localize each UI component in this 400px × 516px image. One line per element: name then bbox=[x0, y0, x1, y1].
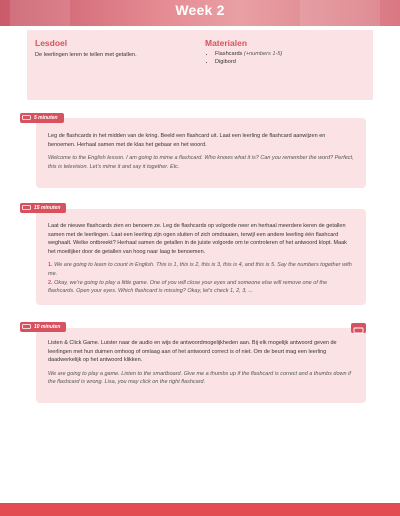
footer-bar bbox=[0, 503, 400, 516]
materialen-heading: Materialen bbox=[205, 38, 248, 48]
duration-tag bbox=[20, 203, 66, 213]
activity-card-3 bbox=[36, 328, 366, 403]
header-banner bbox=[0, 0, 400, 26]
activity-card-1 bbox=[36, 118, 366, 188]
lesdoel-heading: Lesdoel bbox=[35, 38, 68, 48]
smartboard-icon bbox=[351, 323, 366, 333]
activity-instruction: Listen & Click Game. Luister naar de audio en wijs de antwoordmogelijkheden aan. Bij elk mogelijk antwoord geven de leerlingen met hun duimen omhoog of omlaag aan of het antwoord correct is of niet. Om de beurt mag een leerling daadwerkelijk op het antwoord klikken. bbox=[48, 340, 337, 364]
list-item: • Flashcards (+numbers 1-5) bbox=[215, 51, 282, 57]
activity-card-2 bbox=[36, 209, 366, 305]
page-title: Week 2 bbox=[175, 2, 225, 18]
speech-bubble-icon bbox=[22, 205, 31, 211]
duration-tag bbox=[20, 322, 66, 332]
speech-bubble-icon bbox=[22, 324, 31, 330]
activity-instruction: Laat de nieuwe flashcards zien en benoem ze. Leg de flashcards op volgorde neer en herhaal meerdere keren de getallen samen met de leerlingen. Laat een leerling zijn ogen sluiten of zich omdraaien, terwijl een andere leerling één flashcard weghaalt. Welke ontbreekt? Herhaal samen de getallen in de juiste volgorde om te controleren of het antwoord klopt. Maak het moeilijker door de getallen van hoog naar laag te benoemen. bbox=[48, 223, 347, 255]
goal-section bbox=[27, 30, 373, 100]
duration-label: 5 minuten bbox=[34, 115, 58, 121]
materialen-column bbox=[205, 38, 282, 67]
activity-instruction: Leg de flashcards in het midden van de kring. Beeld een flashcard uit. Laat een leerling de flashcard aanwijzen en benoemen. Herhaal samen met de klas het gebaar en het woord. bbox=[48, 133, 326, 148]
lesdoel-text: De leerlingen leren te tellen met getallen. bbox=[35, 52, 137, 58]
speech-bubble-icon bbox=[22, 115, 31, 121]
activity-script: We are going to play a game. Listen to the smartboard. Give me a thumbs up if the flashcard is correct and a thumbs down if the flashcard is wrong. Lisa, you may click on the right flashcard. bbox=[48, 370, 351, 386]
numbered-item: 2. Okay, we’re going to play a little game. One of you will close your eyes and someone else will remove one of the flashcards. Open your eyes. Which flashcard is missing? Okay, let’s check 1, 2, 3, ... bbox=[48, 279, 328, 295]
lesdoel-column bbox=[35, 38, 137, 58]
activity-body bbox=[48, 339, 354, 392]
materialen-list bbox=[205, 51, 282, 65]
smartboard-glyph bbox=[351, 326, 366, 336]
duration-label: 10 minuten bbox=[34, 324, 61, 330]
duration-tag bbox=[20, 113, 64, 123]
activity-body bbox=[48, 222, 354, 301]
activity-script: Welcome to the English lesson. I am going to mime a flashcard. Who knows what it is? Can you remember the word? Perfect, this is television. Let’s mime it and say it together. Etc. bbox=[48, 155, 354, 170]
duration-label: 15 minuten bbox=[34, 205, 61, 211]
list-item: • Digibord bbox=[215, 59, 282, 65]
numbered-item: 1. We are going to learn to count in English. This is 1, this is 2, this is 3, this is 4, and this is 5. Say the numbers together with me. bbox=[48, 262, 352, 277]
activity-body bbox=[48, 132, 354, 176]
